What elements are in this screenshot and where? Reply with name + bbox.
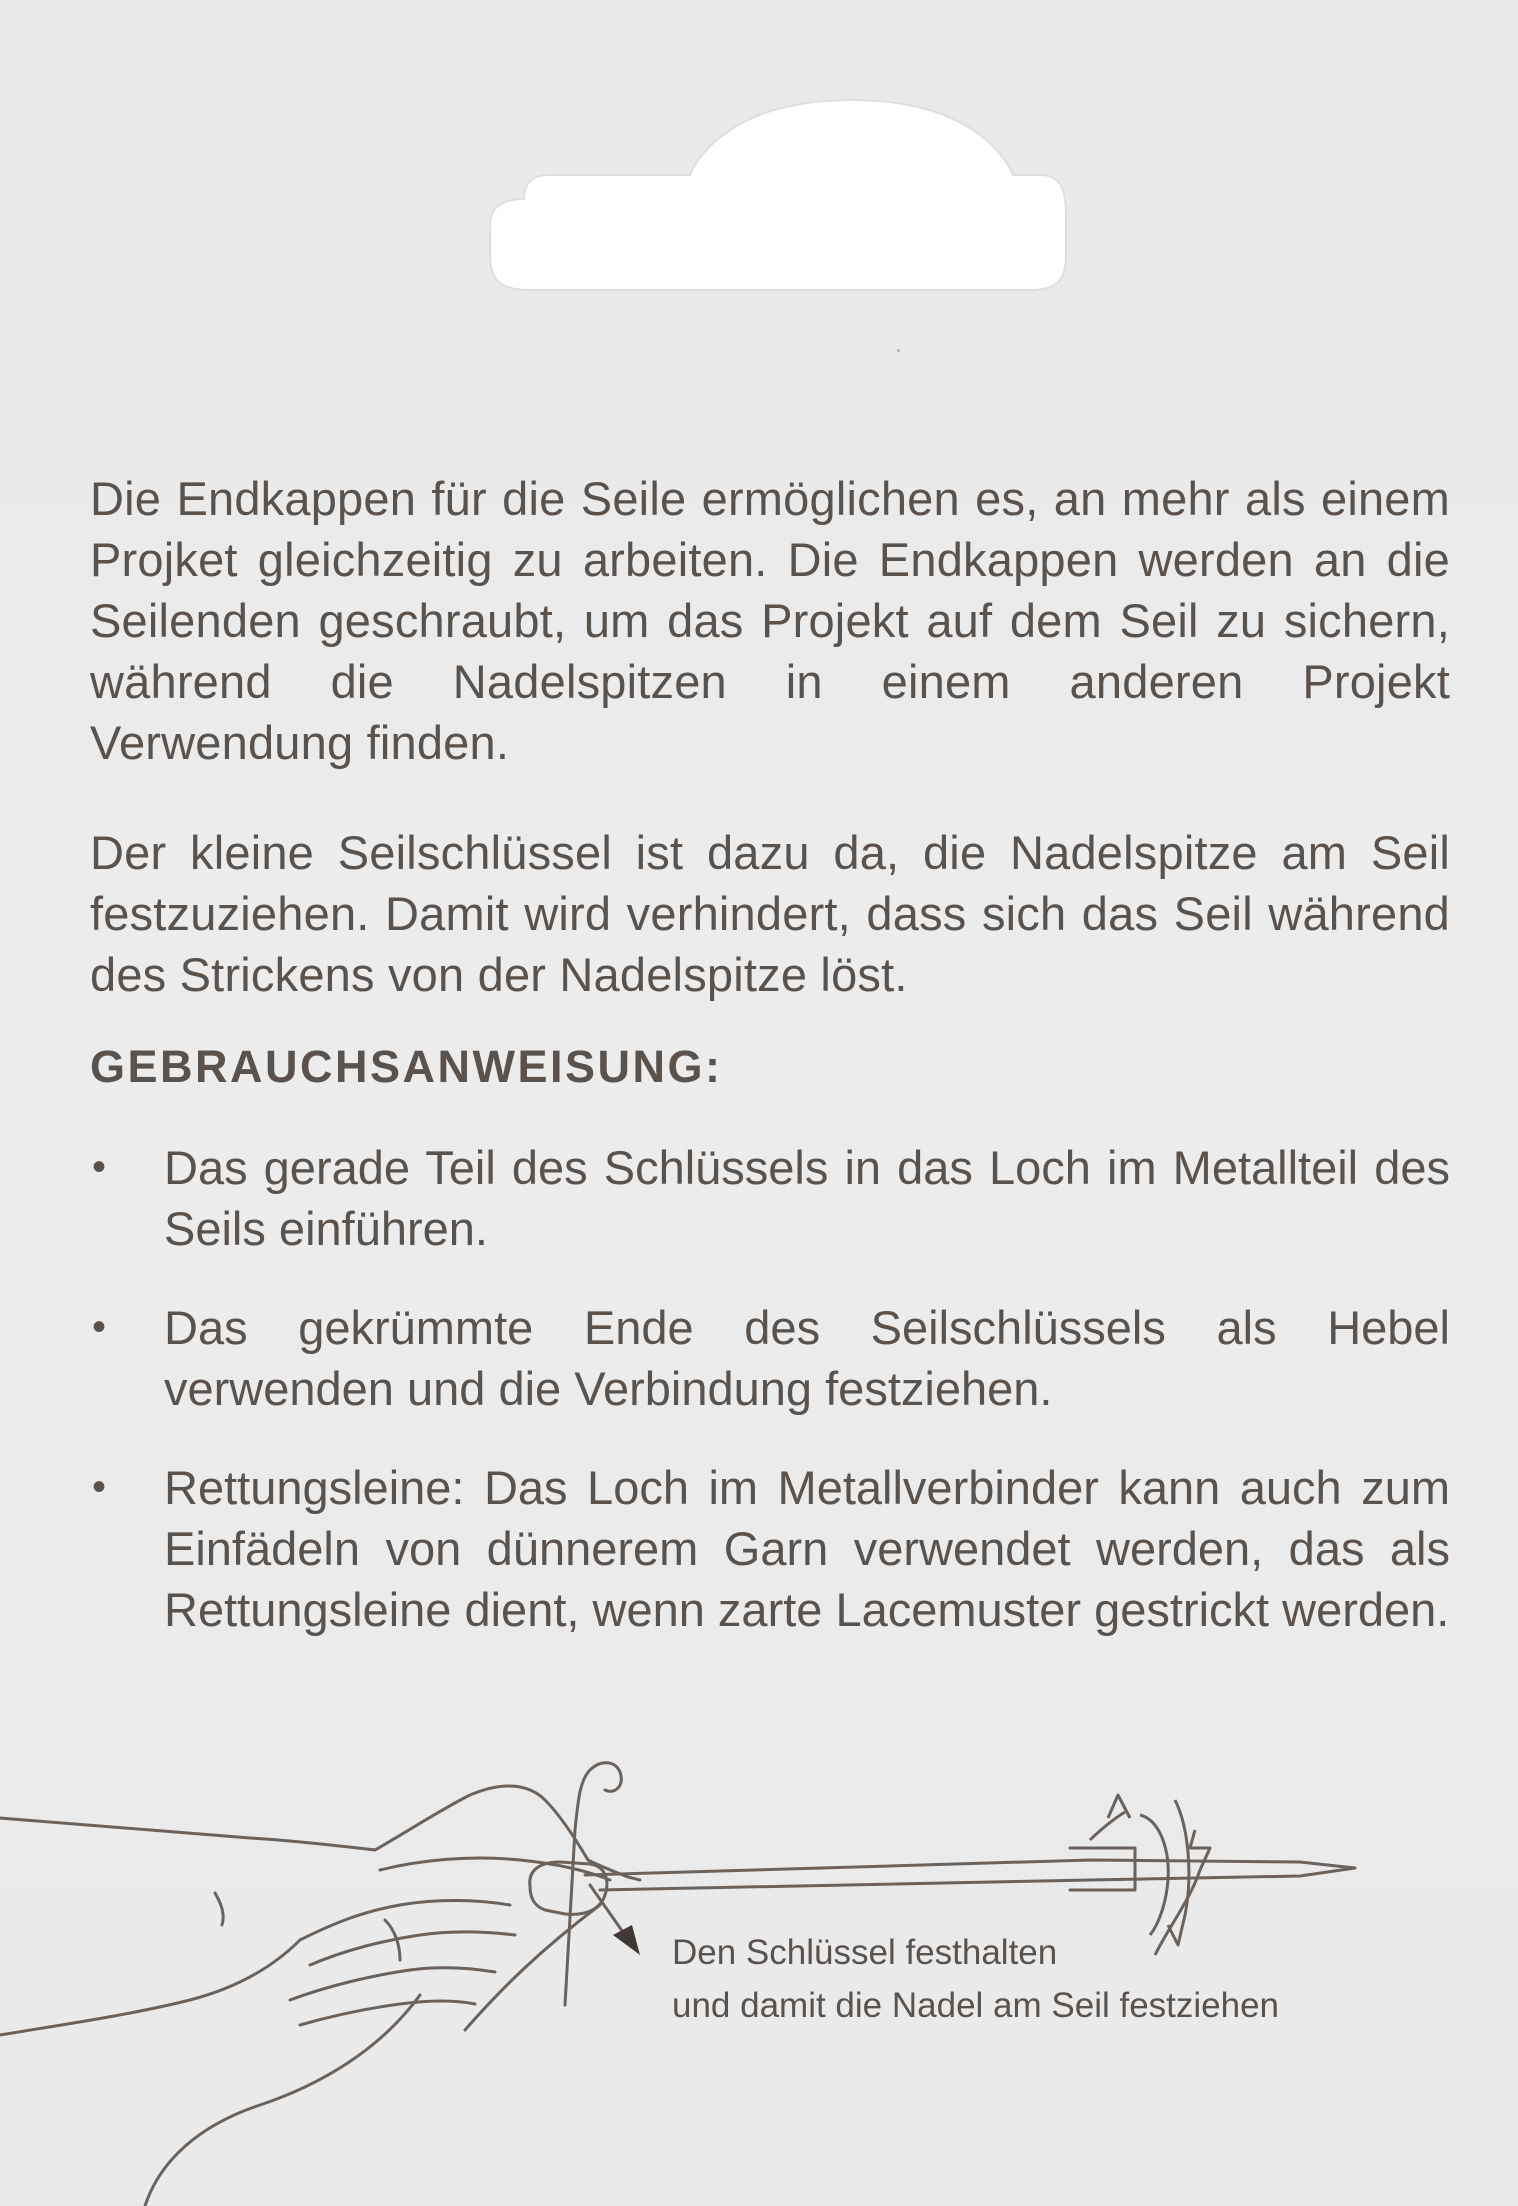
illustration-caption-line1: Den Schlüssel festhalten	[672, 1933, 1058, 1972]
instruction-text: Das gerade Teil des Schlüssels in das Loch im Metallteil des Seils einführen.	[164, 1141, 1450, 1255]
pointer-arrow-icon	[613, 1925, 640, 1955]
needle-connector	[1070, 1848, 1135, 1890]
instructions-heading: GEBRAUCHSANWEISUNG:	[90, 1041, 723, 1092]
intro-paragraph-seilschluessel: Der kleine Seilschlüssel ist dazu da, die Nadelspitze am Seil festzuziehen. Damit wird verhindert, dass sich das Seil während des Strickens von der Nadelspitze löst.	[90, 826, 1450, 1001]
yarn	[145, 1995, 420, 2206]
instruction-item	[90, 1457, 1450, 1640]
rotation-arrows-icon	[1090, 1795, 1210, 1955]
yarn-2	[465, 1905, 600, 2030]
instruction-item	[90, 1297, 1450, 1419]
thumb-nail	[530, 1862, 607, 1914]
instruction-text: Rettungsleine: Das Loch im Metallverbinder kann auch zum Einfädeln von dünnerem Garn verwendet werden, das als Rettungsleine dient, wenn zarte Lacemuster gestrickt werden.	[164, 1461, 1450, 1636]
key	[565, 1763, 621, 2005]
instructions-list	[90, 1137, 1450, 1678]
intro-paragraph-endkappen: Die Endkappen für die Seile ermöglichen es, an mehr als einem Projket gleichzeitig zu arbeiten. Die Endkappen werden an die Seilenden geschraubt, um das Projekt auf dem Seil zu sichern, während die Nadelspitzen in einem anderen Projekt Verwendung finden.	[90, 472, 1450, 769]
illustration-caption-line2: und damit die Nadel am Seil festziehen	[672, 1986, 1280, 2025]
finger-2	[310, 1932, 515, 1965]
knuckle-line-2	[215, 1893, 223, 1925]
bullet-icon: •	[92, 1465, 107, 1509]
needle	[585, 1860, 1355, 1890]
hang-hole	[0, 0, 1518, 320]
bullet-icon: •	[92, 1305, 107, 1349]
arm-outline	[0, 1818, 375, 1850]
bullet-icon: •	[92, 1145, 107, 1189]
sleeve-lower	[0, 1940, 300, 2035]
thumb	[588, 1860, 640, 1880]
finger-3	[290, 1968, 495, 2000]
finger-4	[300, 2001, 475, 2025]
finger-1	[300, 1900, 510, 1940]
instruction-item	[90, 1137, 1450, 1259]
instruction-text: Das gekrümmte Ende des Seilschlüssels als Hebel verwenden und die Verbindung festziehen.	[164, 1301, 1450, 1415]
dust-speck	[897, 349, 900, 352]
thumb-lower	[380, 1858, 610, 1880]
hand-back	[375, 1786, 588, 1860]
